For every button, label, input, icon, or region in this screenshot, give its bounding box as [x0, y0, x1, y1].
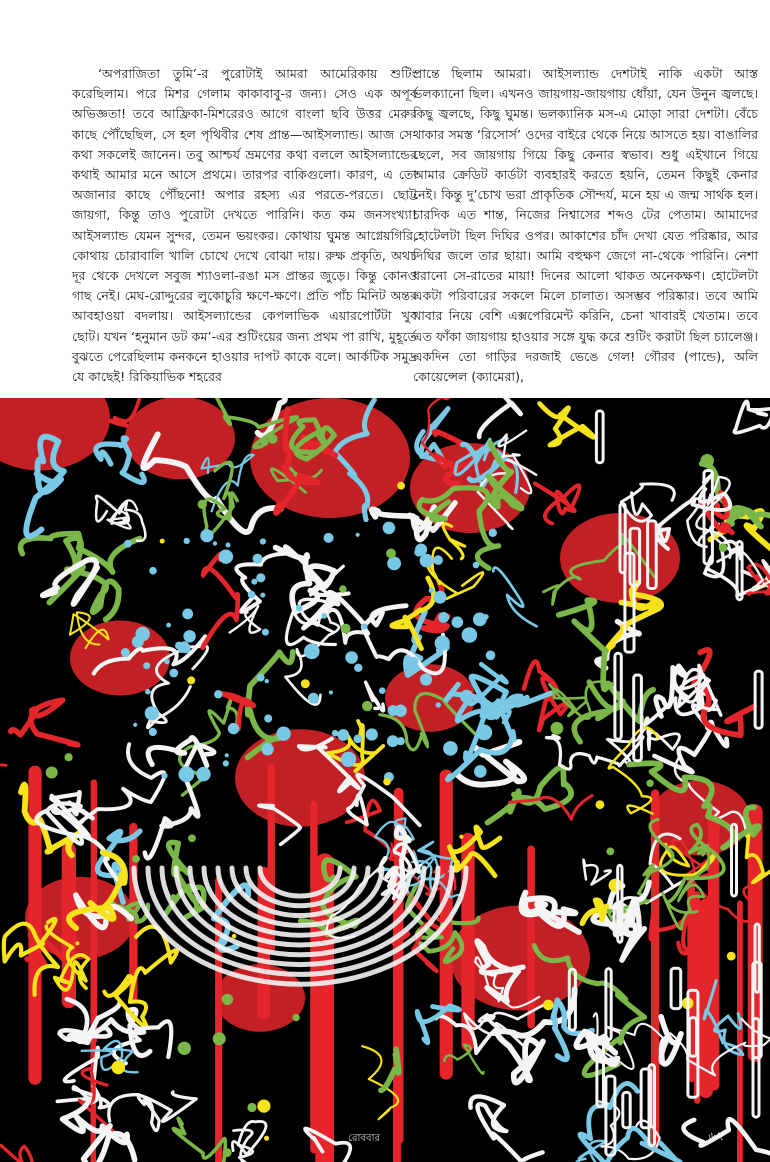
art-cyan-dot — [248, 591, 256, 599]
art-cyan-dot — [379, 687, 386, 694]
art-cyan-dot — [473, 562, 480, 569]
art-accent-dot — [459, 835, 463, 839]
art-cyan-dot — [253, 554, 263, 564]
art-cyan-dot — [133, 723, 137, 727]
art-cyan-dot — [324, 533, 334, 543]
art-accent-dot — [543, 1000, 554, 1011]
art-cyan-dot — [161, 773, 167, 779]
art-cyan-dot — [124, 540, 132, 548]
art-cyan-dot — [196, 767, 210, 781]
art-cyan-dot — [225, 753, 229, 757]
article-text-area — [0, 0, 770, 398]
art-accent-dot — [132, 855, 140, 863]
art-accent-dot — [301, 679, 310, 688]
art-accent-dot — [700, 454, 714, 468]
art-cyan-dot — [169, 669, 178, 678]
art-cyan-dot — [420, 554, 434, 568]
art-accent-dot — [339, 585, 347, 593]
art-cyan-dot — [366, 728, 378, 740]
art-cyan-dot — [184, 538, 190, 544]
art-cyan-dot — [251, 579, 257, 585]
art-accent-dot — [232, 934, 237, 939]
art-cyan-dot — [443, 741, 458, 756]
art-cyan-dot — [354, 664, 362, 672]
art-cyan-dot — [213, 541, 217, 545]
art-cyan-dot — [264, 715, 272, 723]
art-accent-dot — [188, 834, 196, 842]
art-accent-dot — [170, 894, 177, 901]
art-cyan-dot — [462, 627, 478, 643]
art-cyan-dot — [214, 690, 222, 698]
art-cyan-dot — [132, 636, 144, 648]
left-text-column — [72, 64, 417, 387]
art-cyan-dot — [414, 548, 423, 557]
art-accent-dot — [268, 434, 278, 444]
art-cyan-dot — [149, 728, 157, 736]
art-cyan-dot — [260, 593, 265, 598]
art-cyan-dot — [164, 659, 169, 664]
art-cyan-dot — [179, 766, 195, 782]
art-cyan-dot — [438, 612, 449, 623]
art-cyan-dot — [182, 609, 193, 620]
art-accent-dot — [65, 753, 73, 761]
art-accent-dot — [606, 848, 614, 856]
art-cyan-dot — [435, 636, 450, 651]
art-cyan-dot — [262, 629, 269, 636]
art-cyan-dot — [200, 529, 213, 542]
art-cyan-dot — [308, 693, 319, 704]
magazine-name: রোববার — [348, 1133, 380, 1144]
art-accent-dot — [75, 941, 79, 945]
art-cyan-dot — [356, 533, 360, 537]
art-cyan-dot — [175, 642, 183, 650]
art-accent-dot — [719, 543, 728, 552]
illustration-canvas — [0, 398, 770, 1162]
art-cyan-dot — [337, 729, 349, 741]
art-cyan-dot — [143, 662, 150, 669]
art-accent-dot — [222, 994, 233, 1005]
art-red-blob — [235, 729, 365, 827]
art-cyan-dot — [429, 588, 434, 593]
art-cyan-dot — [261, 743, 273, 755]
art-cyan-dot — [397, 737, 405, 745]
art-cyan-dot — [228, 723, 239, 734]
art-cyan-dot — [145, 706, 159, 720]
art-accent-dot — [386, 549, 396, 559]
art-cyan-dot — [322, 613, 328, 619]
art-accent-dot — [247, 1103, 256, 1112]
abstract-illustration — [0, 398, 770, 1162]
art-accent-dot — [362, 701, 372, 711]
art-accent-dot — [646, 780, 653, 787]
art-cyan-dot — [329, 690, 333, 694]
art-accent-dot — [198, 500, 207, 509]
art-cyan-dot — [183, 630, 195, 642]
art-cyan-dot — [226, 543, 231, 548]
art-accent-dot — [292, 1014, 299, 1021]
art-cyan-dot — [296, 605, 303, 612]
art-cyan-dot — [460, 690, 473, 703]
art-accent-dot — [727, 952, 736, 961]
art-cyan-dot — [474, 765, 487, 778]
art-accent-dot — [223, 1148, 232, 1157]
art-accent-dot — [551, 722, 564, 735]
art-cyan-dot — [219, 550, 233, 564]
art-accent-dot — [160, 539, 165, 544]
art-accent-dot — [596, 800, 605, 809]
art-accent-dot — [178, 1042, 191, 1055]
art-cyan-dot — [149, 567, 157, 575]
art-accent-dot — [112, 1061, 126, 1075]
art-cyan-dot — [341, 752, 356, 767]
art-cyan-dot — [476, 725, 492, 741]
page-footer — [0, 1128, 770, 1148]
right-text-column — [413, 64, 758, 387]
art-cyan-dot — [145, 689, 151, 695]
art-cyan-dot — [354, 735, 363, 744]
art-cyan-dot — [265, 679, 269, 683]
art-cyan-dot — [387, 557, 401, 571]
art-cyan-dot — [304, 644, 320, 660]
page-number: ৬৭ — [708, 1129, 724, 1143]
art-cyan-dot — [486, 651, 496, 661]
art-cyan-dot — [345, 651, 358, 664]
art-cyan-dot — [434, 591, 447, 604]
art-cyan-dot — [260, 538, 266, 544]
art-cyan-dot — [276, 727, 290, 741]
art-cyan-dot — [433, 555, 443, 565]
right-column-paragraph: প্রান্তে ছিলাম আমরা। আইসল্যান্ড দেশটাই নাকি একটা আস্ত ভলক্যানো ছিল। এখনও জায়গায়-জায়গায় ধোঁয়া, যেন উনুন জ্বলছে। কিছু জ্বলছে, কিছু ঘুমন্ত। ভলক্যানিক মস-এ মোড়া সারা দেশটা। বেঁচে থাকার সমস্ত ‘রিসোর্স’ ওদের বাইরে থেকে নিয়ে আসতে হয়। বাঙালির ছেলে, সব জায়গায় গিয়ে কিছু কেনার স্বভাব। শুধু এইখানে গিয়ে আমার ক্রেডিট কার্ডটা ব্যবহারই করতে হয়নি, তেমন কিছুই কেনার নেই। কিন্তু দু’চোখ ভরা প্রাকৃতিক সৌন্দর্য, মনে হয় এ জন্ম সার্থক হল। চারদিক এত শান্ত, নিজের নিশ্বাসের শব্দও টের পেতাম। আমাদের হোটেলটা ছিল দিঘির ওপর। আকাশের চাঁদ দেখা যেত পরিষ্কার, আর দিঘির জলে তার ছায়া। আমি বহুক্ষণ জেগে না-থেকে পারিনি। নেশা ধরানো সে-রাতের মায়া! দিনের আলো থাকত অনেকক্ষণ। হোটেলটা একটা পরিবারের সকলে মিলে চালাত। অসম্ভব পরিষ্কার। তবে আমি খাবার নিয়ে বেশি এক্সপেরিমেন্ট করিনি, চেনা খাবারই খেতাম। তবে এত ফাঁকা জায়গায় হাওয়ার সঙ্গে যুদ্ধ করে শুটিং করাটা ছিল চ্যালেঞ্জ। একদিন তো গাড়ির দরজাই ভেঙে গেল! গৌরব (পান্ডে), অলি কোয়েন্সেল (ক্যামেরা), — [413, 66, 758, 385]
art-cyan-dot — [394, 705, 406, 717]
art-accent-dot — [213, 1032, 226, 1045]
art-accent-dot — [609, 879, 622, 892]
art-cyan-dot — [166, 623, 171, 628]
art-cyan-dot — [383, 522, 396, 535]
left-column-paragraph: ‘অপরাজিতা তুমি’-র পুরোটাই আমরা আমেরিকায় শুটিং করেছিলাম। পরে মিশর গেলাম কাকাবাবু-র জন্য। সেও এক অপূর্ব অভিজ্ঞতা! তবে আফ্রিকা-মিশরেরও আগে বাংলা ছবি উত্তর মেরুর কাছে পৌঁছেছিল, সে হল পৃথিবীর শেষ প্রান্ত—আইসল্যান্ড। আজ সে-কথা সকলেই জানেন। তবু আশ্চর্য ভ্রমণের কথা বললে আইসল্যান্ডের কথাই আমার মনে আসে প্রথমে। তারপর বাকিগুলো। কারণ, এ তো অজানার কাছে পৌঁছনো! অপার রহস্য এর পরতে-পরতে। ছোট্ট জায়গা, কিন্তু তাও পুরোটা দেখতে পারিনি। কত কম জনসংখ্যা! আইসল্যান্ড যেমন সুন্দর, তেমন ভয়ংকর। কোথায় ঘুমন্ত আগ্নেয়গিরি, কোথায় চোরাবালি খালি চোখে দেখে বোঝা দায়। রুক্ষ প্রকৃতি, অথচ দূর থেকে দেখলে সবুজ শ্যাওলা-রঙা মস প্রান্তর জুড়ে। কিন্তু কোনও গাছ নেই। মেঘ-রোদ্দুরের লুকোচুরি ক্ষণে-ক্ষণে। প্রতি পাঁচ মিনিট অন্তর আবহাওয়া বদলায়। আইসল্যান্ডের কেপলাভিক এয়ারপোর্টটা খুব ছোট। যখন ‘হনুমান ডট কম’-এর শুটিংয়ের জন্য প্রথম পা রাখি, মুহূর্তে বুঝতে পেরেছিলাম কনকনে হাওয়ার দাপট কাকে বলে। আর্কটিক সমুদ্র যে কাছেই! রিকিয়াভিক শহরের — [72, 66, 417, 385]
art-accent-dot — [383, 778, 391, 786]
art-cyan-dot — [361, 623, 367, 629]
art-cyan-dot — [473, 613, 487, 627]
art-cyan-dot — [420, 673, 432, 685]
art-accent-dot — [187, 676, 195, 684]
art-accent-dot — [341, 624, 351, 634]
art-cyan-dot — [436, 702, 441, 707]
art-cyan-dot — [404, 663, 413, 672]
art-cyan-dot — [256, 573, 265, 582]
art-cyan-dot — [484, 705, 499, 720]
art-accent-dot — [397, 482, 405, 490]
art-cyan-dot — [452, 616, 464, 628]
art-cyan-dot — [223, 760, 229, 766]
art-cyan-dot — [121, 648, 130, 657]
art-cyan-dot — [332, 730, 339, 737]
art-accent-dot — [46, 767, 58, 779]
art-cyan-dot — [257, 674, 265, 682]
art-accent-dot — [257, 1100, 270, 1113]
art-cyan-dot — [489, 529, 497, 537]
art-accent-dot — [260, 438, 268, 446]
